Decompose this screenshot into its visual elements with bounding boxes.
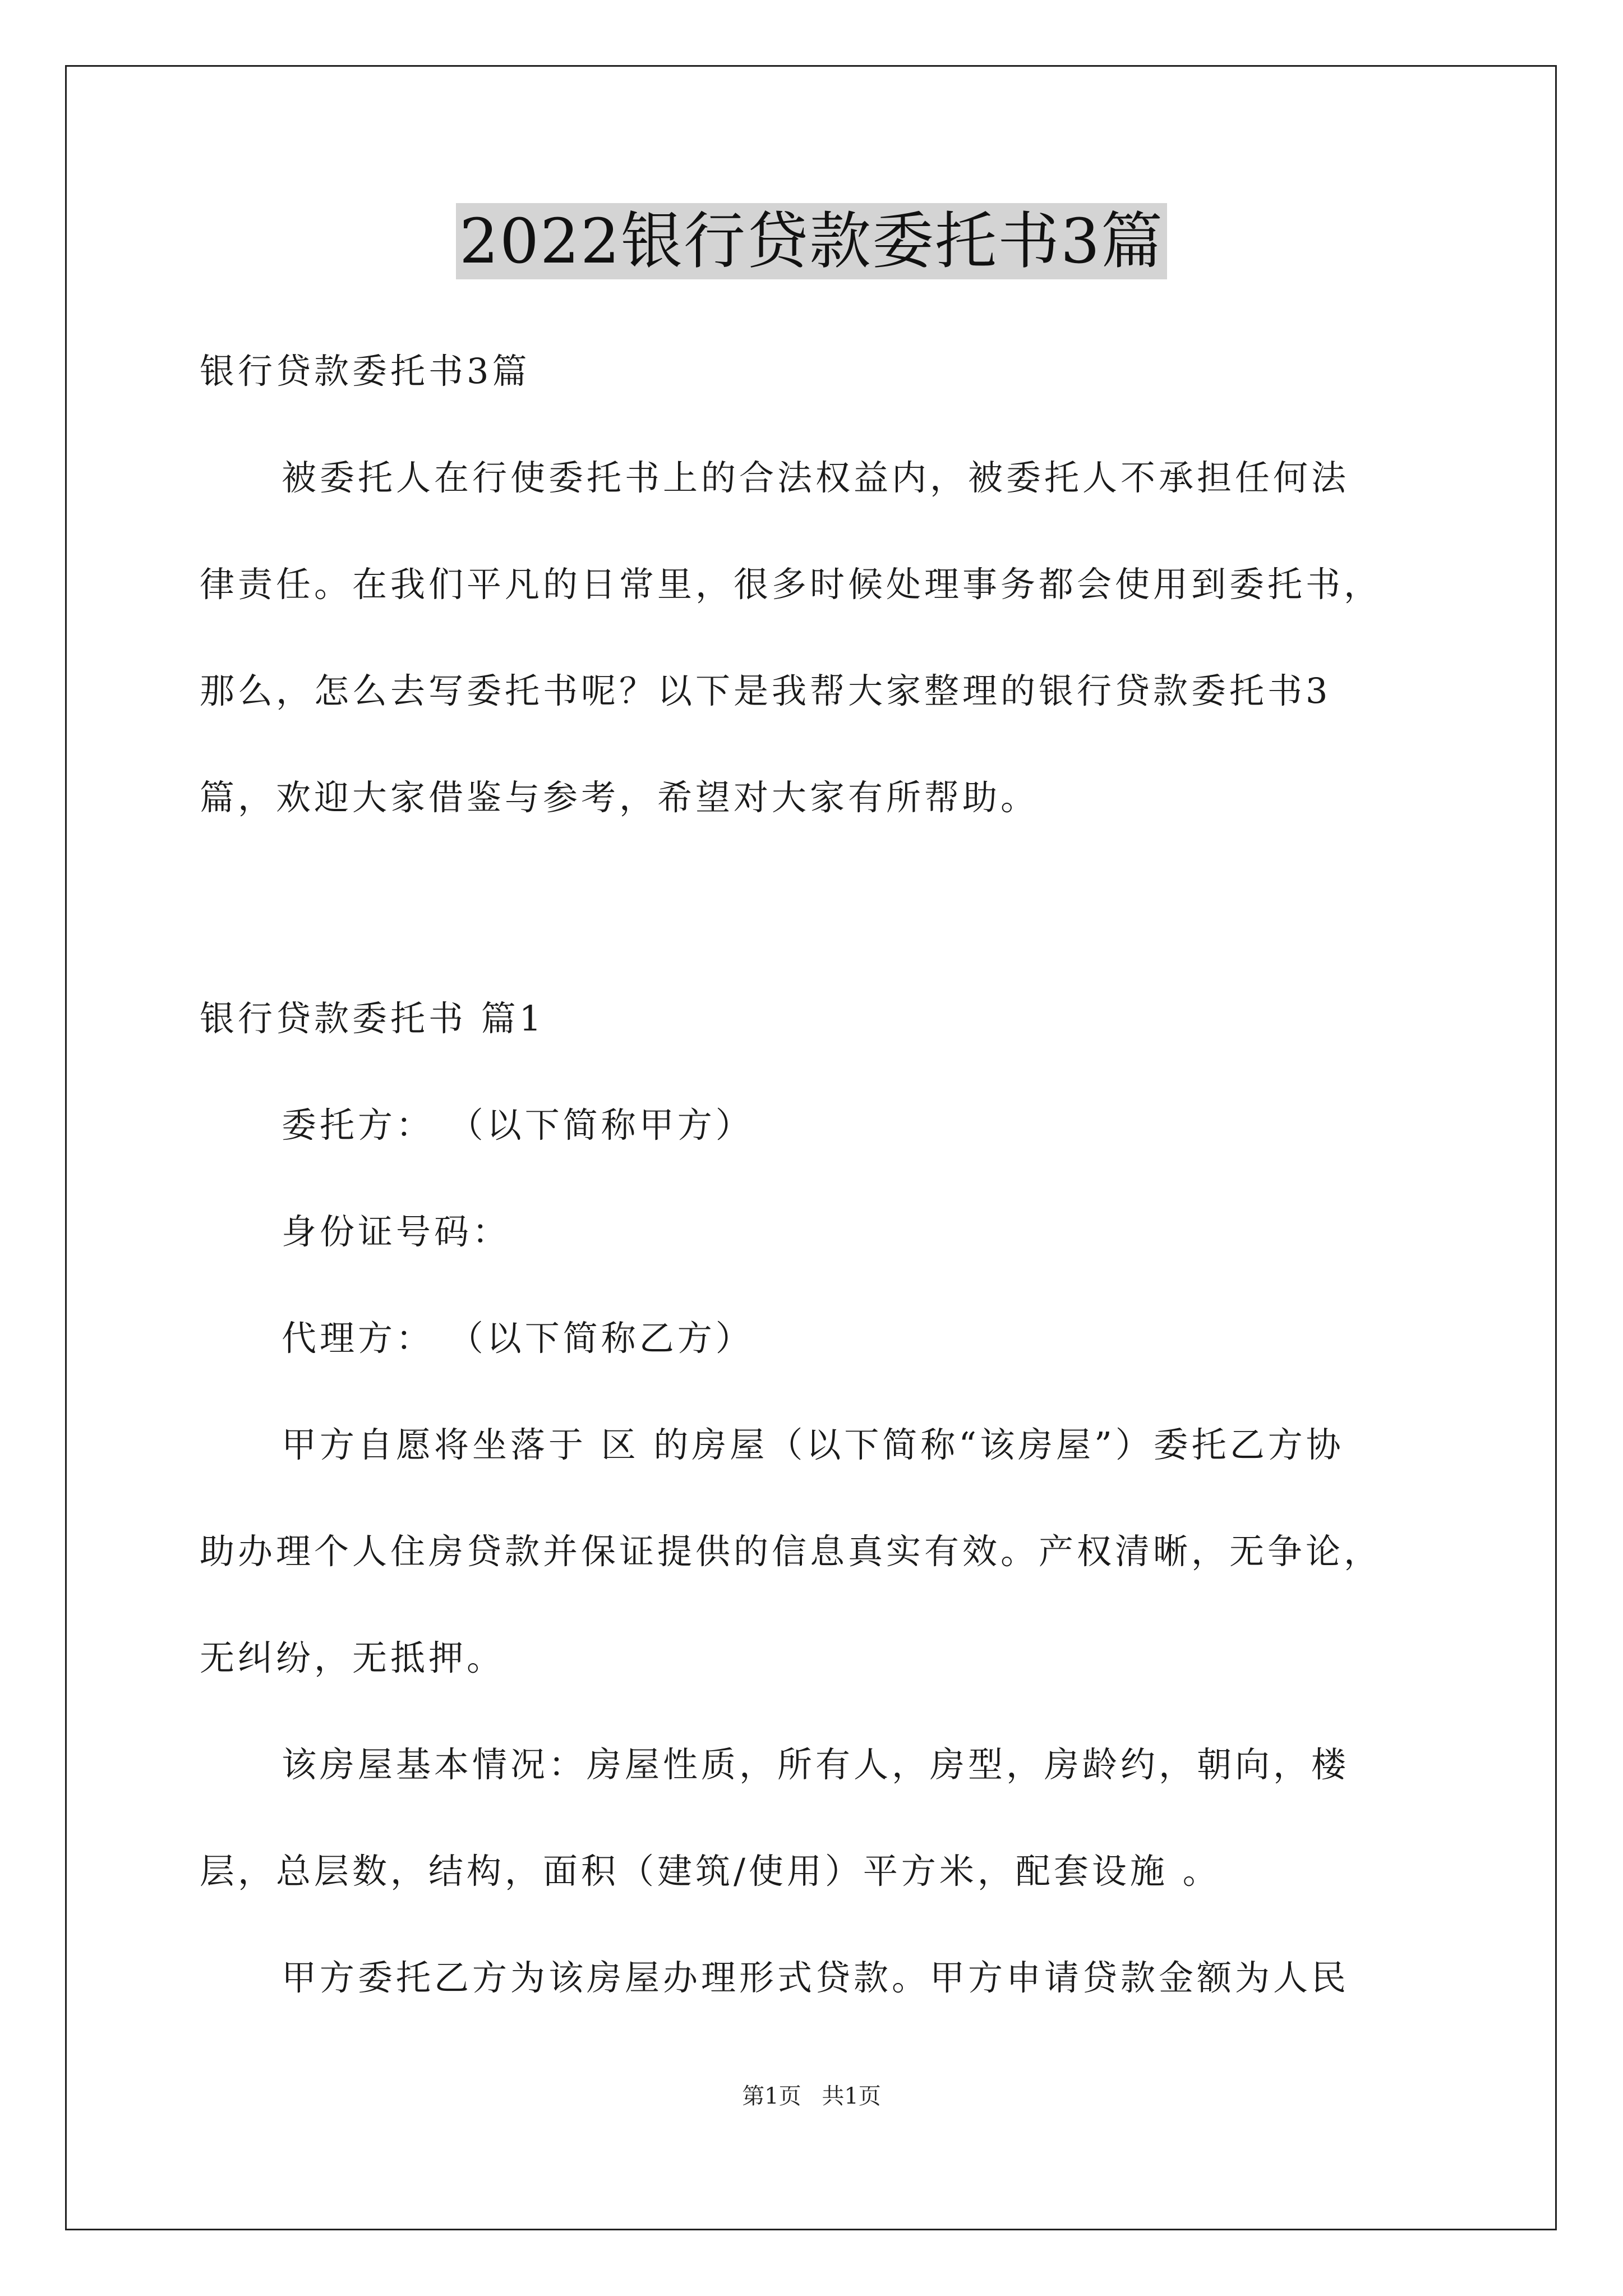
field-entrusting-party: 委托方： （以下简称甲方）: [282, 1105, 754, 1145]
body-paragraph-line: 无纠纷，无抵押。: [200, 1637, 505, 1678]
field-agent-party: 代理方： （以下简称乙方）: [282, 1318, 754, 1359]
intro-paragraph-line: 那么，怎么去写委托书呢？以下是我帮大家整理的银行贷款委托书3: [200, 670, 1331, 711]
page-footer: [0, 2082, 1623, 2110]
intro-paragraph-line: 被委托人在行使委托书上的合法权益内，被委托人不承担任何法: [282, 457, 1350, 498]
intro-paragraph-line: 律责任。在我们平凡的日常里，很多时候处理事务都会使用到委托书，: [200, 564, 1382, 605]
document-title: 2022银行贷款委托书3篇: [456, 203, 1167, 279]
page-total: 共1页: [822, 2083, 881, 2109]
body-paragraph-line: 该房屋基本情况：房屋性质，所有人，房型，房龄约，朝向，楼: [282, 1744, 1350, 1785]
section-heading: 银行贷款委托书 篇1: [200, 998, 545, 1039]
page-number: 第1页: [742, 2083, 801, 2109]
subtitle: 银行贷款委托书3篇: [200, 351, 531, 392]
body-paragraph-line: 助办理个人住房贷款并保证提供的信息真实有效。产权清晰，无争论，: [200, 1531, 1382, 1572]
field-id-number: 身份证号码：: [282, 1211, 511, 1252]
body-paragraph-line: 甲方委托乙方为该房屋办理形式贷款。甲方申请贷款金额为人民: [282, 1957, 1350, 1998]
title-container: [0, 203, 1623, 279]
intro-paragraph-line: 篇，欢迎大家借鉴与参考，希望对大家有所帮助。: [200, 777, 1039, 818]
body-paragraph-line: 甲方自愿将坐落于 区 的房屋（以下简称“该房屋”）委托乙方协: [282, 1424, 1344, 1465]
body-paragraph-line: 层，总层数，结构，面积（建筑/使用）平方米，配套设施 。: [200, 1851, 1221, 1892]
